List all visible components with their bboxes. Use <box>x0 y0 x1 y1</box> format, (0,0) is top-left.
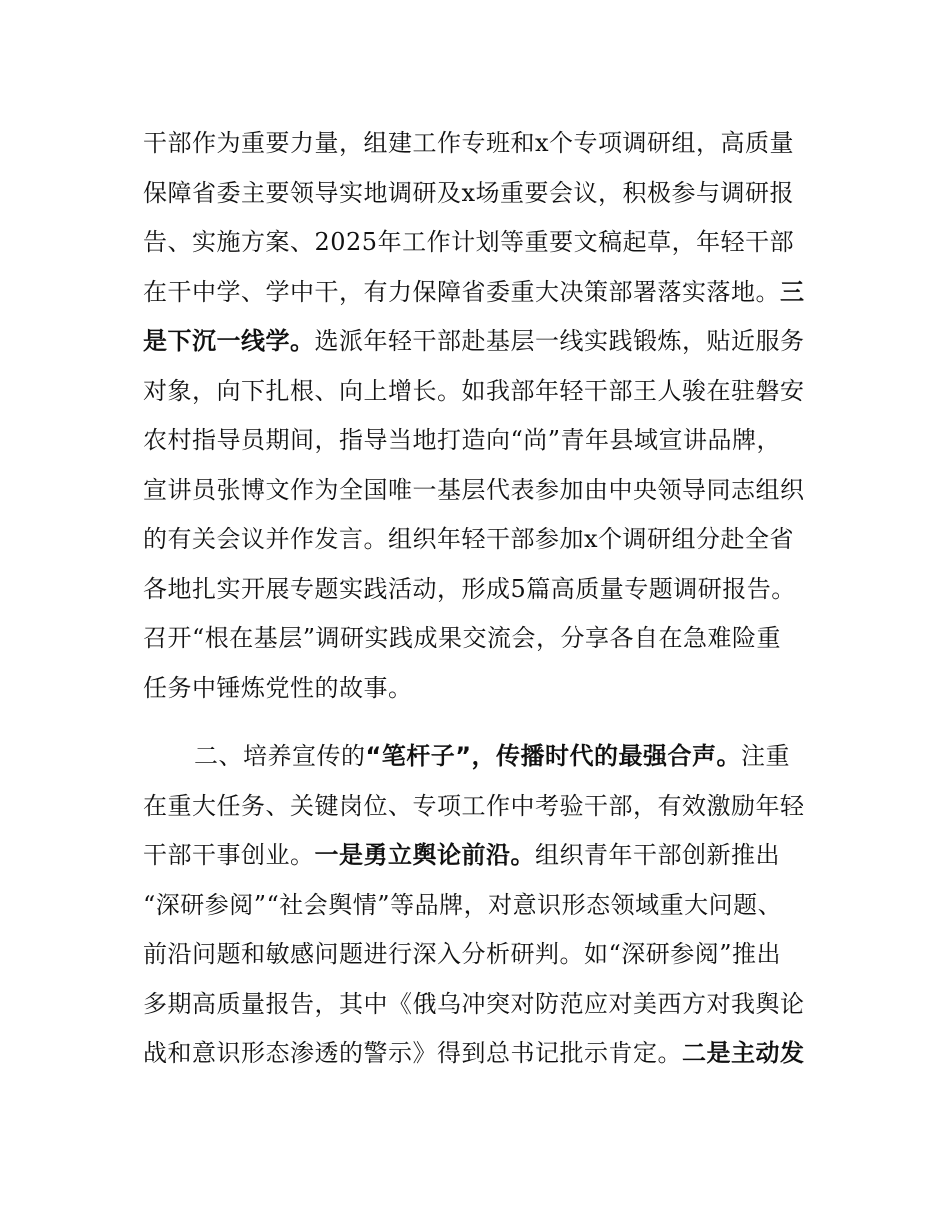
text-run: 保障省委主要领导实地调研及x场重要会议，积极参与调研报 <box>143 179 795 207</box>
text-line <box>143 1037 805 1069</box>
bold-text-run: “笔杆子”，传播时代的最强合声。 <box>365 742 742 770</box>
text-run: 前沿问题和敏感问题进行深入分析研判。如“深研参阅”推出 <box>143 940 782 968</box>
text-line <box>143 938 781 970</box>
text-line <box>143 672 413 704</box>
text-line <box>143 474 805 506</box>
text-run: “深研参阅”“社会舆情”等品牌，对意识形态领域重大问题、 <box>143 891 783 919</box>
text-line <box>143 177 794 209</box>
text-line <box>143 424 781 456</box>
text-line <box>143 276 805 308</box>
text-line <box>143 523 794 555</box>
text-line <box>143 226 794 258</box>
text-run: 组织青年干部创新推出 <box>535 841 780 869</box>
text-run: 各地扎实开展专题实践活动，形成5篇高质量专题调研报告。 <box>143 575 796 603</box>
text-run: 干部干事创业。 <box>143 841 315 869</box>
text-run: 告、实施方案、2025年工作计划等重要文稿起草，年轻干部 <box>143 228 795 256</box>
text-line <box>143 127 794 159</box>
text-run: 选派年轻干部赴基层一线实践锻炼，贴近服务 <box>314 327 805 355</box>
text-run: 干部作为重要力量，组建工作专班和x个专项调研组，高质量 <box>143 129 795 157</box>
text-run: 召开“根在基层”调研实践成果交流会，分享各自在急难险重 <box>143 624 782 652</box>
text-run: 在重大任务、关键岗位、专项工作中考验干部，有效激励年轻 <box>143 792 805 820</box>
text-line <box>143 573 796 605</box>
text-run: 在干中学、学中干，有力保障省委重大决策部署落实落地。 <box>143 278 780 306</box>
bold-text-run: 二是主动发 <box>682 1039 805 1067</box>
text-run: 二、培养宣传的 <box>194 742 366 770</box>
text-run: 战和意识形态渗透的警示》得到总书记批示肯定。 <box>143 1039 682 1067</box>
text-run: 任务中锤炼党性的故事。 <box>143 674 413 702</box>
text-run: 宣讲员张博文作为全国唯一基层代表参加由中央领导同志组织 <box>143 476 805 504</box>
bold-text-run: 三 <box>780 278 805 306</box>
text-line <box>143 325 805 357</box>
text-run: 的有关会议并作发言。组织年轻干部参加x个调研组分赴全省 <box>143 525 795 553</box>
text-line <box>143 790 805 822</box>
bold-text-run: 是下沉一线学。 <box>143 327 315 355</box>
text-line <box>143 988 805 1020</box>
text-line <box>143 622 781 654</box>
text-line <box>143 375 805 407</box>
text-line <box>143 889 782 921</box>
text-line <box>143 839 780 871</box>
bold-text-run: 一是勇立舆论前沿。 <box>314 841 535 869</box>
text-run: 对象，向下扎根、向上增长。如我部年轻干部王人骏在驻磐安 <box>143 377 805 405</box>
text-run: 农村指导员期间，指导当地打造向“尚”青年县域宣讲品牌， <box>143 426 782 454</box>
paragraph-first-line <box>194 740 790 772</box>
text-run: 注重 <box>741 742 791 770</box>
text-run: 多期高质量报告，其中《俄乌冲突对防范应对美西方对我舆论 <box>143 990 805 1018</box>
